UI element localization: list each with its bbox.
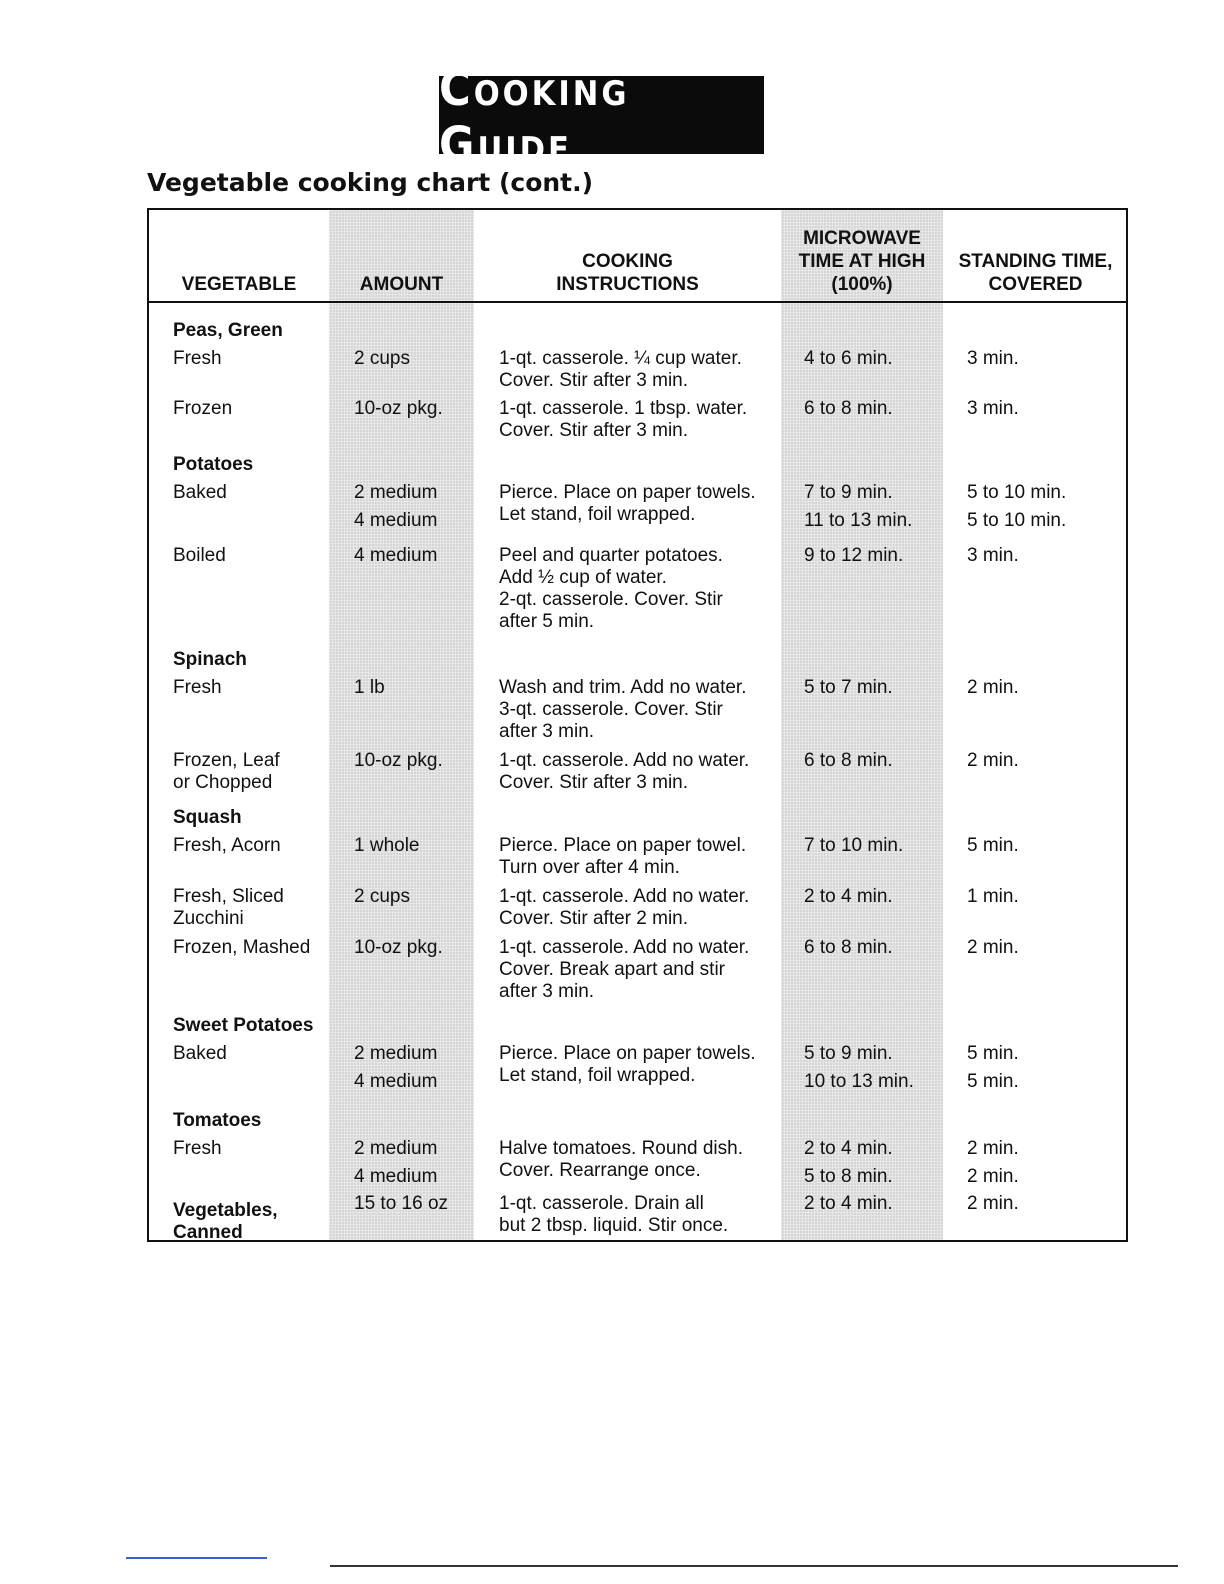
standing-time-cell: 5 to 10 min. (967, 482, 1067, 503)
footer-rule-left (126, 1557, 267, 1559)
row-label: or Chopped (173, 772, 273, 793)
footer-rule-right (330, 1565, 1178, 1567)
microwave-time-cell: 7 to 9 min. (804, 482, 893, 503)
row-label: Fresh, Acorn (173, 835, 281, 856)
instructions-cell: 1-qt. casserole. 1 tbsp. water. (499, 398, 748, 419)
row-label: Fresh (173, 348, 222, 369)
microwave-time-cell: 6 to 8 min. (804, 750, 893, 771)
header-instructions: COOKING INSTRUCTIONS (556, 251, 699, 295)
row-label: Boiled (173, 545, 226, 566)
microwave-time-cell: 6 to 8 min. (804, 398, 893, 419)
row-label: Frozen, Leaf (173, 750, 280, 771)
vegetable-group-name: Peas, Green (173, 320, 283, 341)
standing-time-cell: 1 min. (967, 886, 1019, 907)
instructions-cell: Let stand, foil wrapped. (499, 504, 696, 525)
amount-cell: 15 to 16 oz (354, 1193, 449, 1214)
instructions-cell: Cover. Stir after 3 min. (499, 370, 689, 391)
microwave-time-cell: 5 to 9 min. (804, 1043, 893, 1064)
microwave-time-cell: 2 to 4 min. (804, 1138, 893, 1159)
amount-cell: 2 cups (354, 886, 410, 907)
instructions-cell: after 5 min. (499, 611, 595, 632)
header-divider (149, 301, 1126, 303)
instructions-cell: Turn over after 4 min. (499, 857, 680, 878)
vegetable-group-name: Sweet Potatoes (173, 1015, 314, 1036)
chart-title: Vegetable cooking chart (cont.) (147, 168, 594, 197)
microwave-time-cell: 7 to 10 min. (804, 835, 904, 856)
header-microwave-time: MICROWAVE TIME AT HIGH (100%) (798, 228, 926, 295)
amount-cell: 1 lb (354, 677, 385, 698)
standing-time-cell: 2 min. (967, 1166, 1019, 1187)
standing-time-cell: 2 min. (967, 1193, 1019, 1214)
row-label: Fresh (173, 1138, 222, 1159)
standing-time-cell: 2 min. (967, 1138, 1019, 1159)
microwave-time-cell: 9 to 12 min. (804, 545, 904, 566)
amount-cell: 4 medium (354, 545, 438, 566)
instructions-cell: Pierce. Place on paper towel. (499, 835, 747, 856)
amount-cell: 2 medium (354, 482, 438, 503)
row-label: Frozen, Mashed (173, 937, 311, 958)
microwave-time-cell: 11 to 13 min. (804, 510, 913, 531)
instructions-cell: Let stand, foil wrapped. (499, 1065, 696, 1086)
instructions-cell: but 2 tbsp. liquid. Stir once. (499, 1215, 729, 1236)
instructions-cell: Cover. Stir after 3 min. (499, 772, 689, 793)
instructions-cell: Cover. Break apart and stir (499, 959, 725, 980)
row-label: Frozen (173, 398, 233, 419)
microwave-time-cell: 5 to 8 min. (804, 1166, 893, 1187)
instructions-cell: Pierce. Place on paper towels. (499, 1043, 756, 1064)
instructions-cell: 1-qt. casserole. Add no water. (499, 750, 750, 771)
amount-cell: 4 medium (354, 510, 438, 531)
microwave-time-cell: 6 to 8 min. (804, 937, 893, 958)
amount-cell: 2 medium (354, 1043, 438, 1064)
amount-cell: 2 medium (354, 1138, 438, 1159)
vegetable-group-name: Squash (173, 807, 242, 828)
amount-cell: 4 medium (354, 1071, 438, 1092)
standing-time-cell: 2 min. (967, 937, 1019, 958)
instructions-cell: after 3 min. (499, 721, 595, 742)
row-label: Baked (173, 1043, 227, 1064)
row-label: Baked (173, 482, 227, 503)
instructions-cell: Cover. Stir after 2 min. (499, 908, 689, 929)
instructions-cell: Halve tomatoes. Round dish. (499, 1138, 743, 1159)
vegetable-group-name: Tomatoes (173, 1110, 262, 1131)
microwave-time-cell: 10 to 13 min. (804, 1071, 914, 1092)
microwave-time-cell: 2 to 4 min. (804, 886, 893, 907)
instructions-cell: 1-qt. casserole. ¼ cup water. (499, 348, 742, 369)
standing-time-cell: 3 min. (967, 545, 1019, 566)
header-amount: AMOUNT (359, 274, 444, 295)
instructions-cell: Cover. Rearrange once. (499, 1160, 701, 1181)
instructions-cell: Peel and quarter potatoes. (499, 545, 723, 566)
microwave-time-cell: 4 to 6 min. (804, 348, 893, 369)
vegetable-cooking-table (147, 208, 1128, 1242)
standing-time-cell: 2 min. (967, 750, 1019, 771)
amount-cell: 1 whole (354, 835, 420, 856)
instructions-cell: Add ½ cup of water. (499, 567, 667, 588)
amount-cell: 10-oz pkg. (354, 398, 443, 419)
amount-cell: 10-oz pkg. (354, 937, 443, 958)
instructions-cell: 2-qt. casserole. Cover. Stir (499, 589, 723, 610)
standing-time-cell: 5 min. (967, 1071, 1019, 1092)
amount-cell: 10-oz pkg. (354, 750, 443, 771)
instructions-cell: 1-qt. casserole. Drain all (499, 1193, 704, 1214)
standing-time-cell: 5 to 10 min. (967, 510, 1067, 531)
vegetable-group-name: Potatoes (173, 454, 254, 475)
standing-time-cell: 3 min. (967, 398, 1019, 419)
instructions-cell: 1-qt. casserole. Add no water. (499, 886, 750, 907)
instructions-cell: Cover. Stir after 3 min. (499, 420, 689, 441)
instructions-cell: 3-qt. casserole. Cover. Stir (499, 699, 723, 720)
standing-time-cell: 2 min. (967, 677, 1019, 698)
vegetable-group-name: Spinach (173, 649, 247, 670)
row-label: Fresh (173, 677, 222, 698)
standing-time-cell: 3 min. (967, 348, 1019, 369)
instructions-cell: Pierce. Place on paper towels. (499, 482, 756, 503)
vegetable-group-name: Vegetables, (173, 1200, 278, 1221)
standing-time-cell: 5 min. (967, 835, 1019, 856)
vegetable-group-name: Canned (173, 1222, 243, 1243)
instructions-cell: Wash and trim. Add no water. (499, 677, 747, 698)
page-banner: Cooking Guide (439, 76, 764, 154)
row-label: Fresh, Sliced (173, 886, 284, 907)
amount-cell: 2 cups (354, 348, 410, 369)
row-label: Zucchini (173, 908, 244, 929)
instructions-cell: after 3 min. (499, 981, 595, 1002)
microwave-time-cell: 2 to 4 min. (804, 1193, 893, 1214)
standing-time-cell: 5 min. (967, 1043, 1019, 1064)
amount-cell: 4 medium (354, 1166, 438, 1187)
header-standing-time: STANDING TIME, COVERED (958, 251, 1113, 295)
header-vegetable: VEGETABLE (181, 274, 297, 295)
microwave-time-cell: 5 to 7 min. (804, 677, 893, 698)
instructions-cell: 1-qt. casserole. Add no water. (499, 937, 750, 958)
